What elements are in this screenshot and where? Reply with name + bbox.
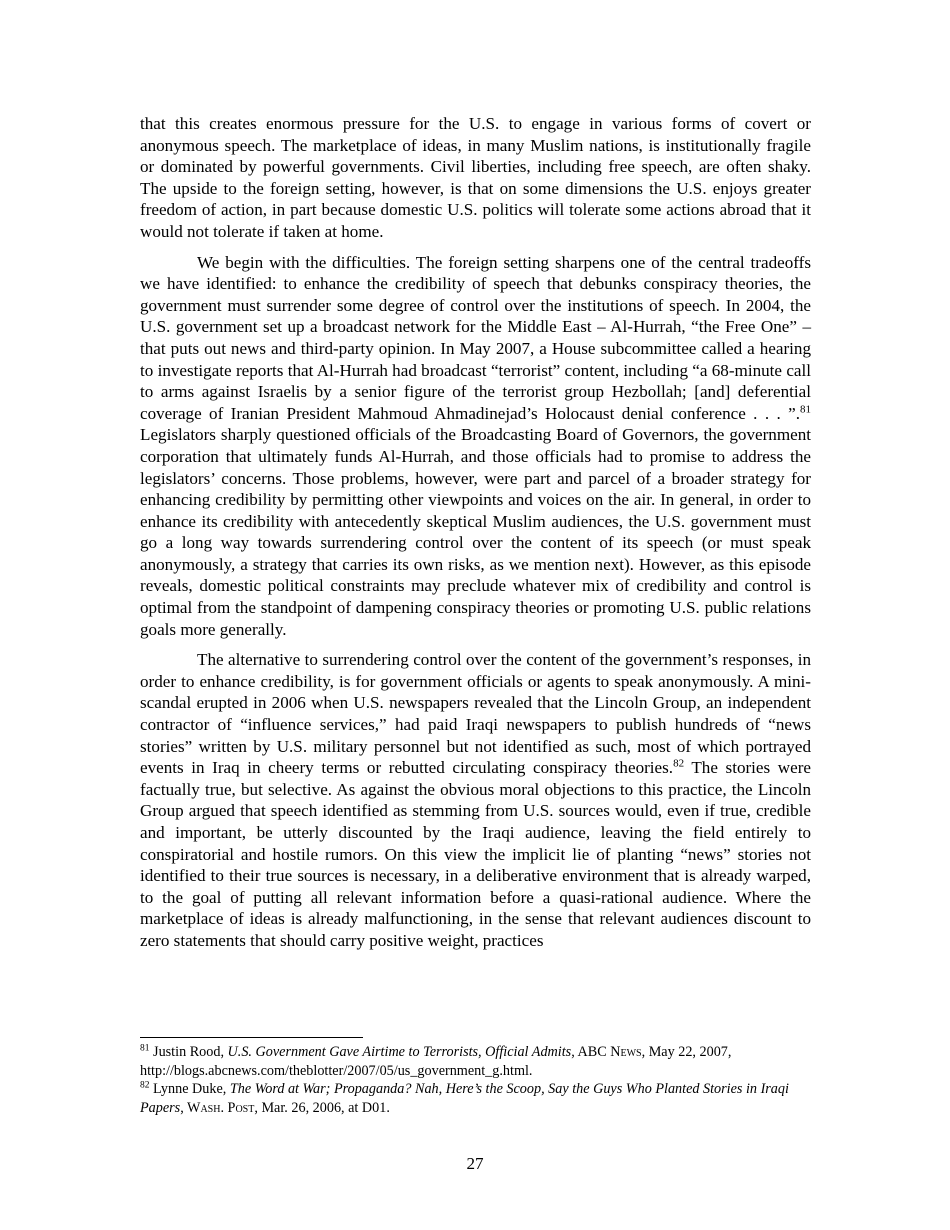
footnote-details: , May 22, 2007, http://blogs.abcnews.com/theblotter/2007/05/us_government_g.html. xyxy=(140,1044,732,1079)
footnote-ref-82[interactable]: 82 xyxy=(673,757,685,770)
footnote-publication-smallcaps-2: ost xyxy=(235,1099,255,1116)
footnote-81 xyxy=(140,1043,811,1080)
footnote-publication: , ABC N xyxy=(571,1044,621,1060)
page-body xyxy=(140,113,811,952)
paragraph-2-text-a: We begin with the difficulties. The foreign setting sharpens one of the central tradeoffs we have identified: to enhance the credibility of speech that debunks conspiracy theories, the government must surrender some degree of control over the institutions of speech. In 2004, the U.S. government set up a broadcast network for the Middle East – Al-Hurrah, “the Free One” – that puts out news and third-party opinion. In May 2007, a House subcommittee called a hearing to investigate reports that Al-Hurrah had broadcast “terrorist” content, including “a 68-minute call to arms against Israelis by a senior figure of the terrorist group Hezbollah; [and] deferential coverage of Iranian President Mahmoud Ahmadinejad’s Holocaust denial conference . . . ”. xyxy=(140,252,811,423)
paragraph-3-text-b: The stories were factually true, but selective. As against the obvious moral objections to this practice, the Lincoln Group argued that speech identified as stemming from U.S. sources would, even if true, credible and important, be utterly discounted by the Iraqi audience, leaving the field entirely to conspiratorial and hostile rumors. On this view the implicit lie of planting “news” stories not identified to their true sources is necessary, in a deliberative environment that is already warped, to the goal of putting all relevant information before a quasi-rational audience. Where the marketplace of ideas is already malfunctioning, in the sense that relevant audiences discount to zero statements that should carry positive weight, practices xyxy=(140,758,811,950)
page-number: 27 xyxy=(466,1154,484,1173)
footnote-divider xyxy=(140,1037,363,1038)
footnote-author: Justin Rood, xyxy=(149,1044,228,1060)
footnote-82 xyxy=(140,1080,811,1117)
paragraph-2 xyxy=(140,252,811,641)
footnote-author: Lynne Duke, xyxy=(149,1081,230,1098)
footnote-title: U.S. Government Gave Airtime to Terrorists, Official Admits xyxy=(227,1044,572,1060)
paragraph-1 xyxy=(140,113,811,243)
footnote-title: The Word at War; Propaganda? Nah, Here’s the Scoop, Say the Guys Who Planted Stories in Iraqi Papers xyxy=(140,1081,789,1116)
paragraph-3-text-a: The alternative to surrendering control over the content of the government’s responses, in order to enhance credibility, is for government officials or agents to speak anonymously. A mini-scandal erupted in 2006 when U.S. newspapers revealed that the Lincoln Group, an independent contractor of “influence services,” had paid Iraqi newspapers to publish hundreds of “news stories” written by U.S. military personnel but not identified as such, most of which portrayed events in Iraq in cheery terms or rebutted circulating conspiracy theories. xyxy=(140,650,811,778)
paragraph-3 xyxy=(140,649,811,951)
footnote-publication-smallcaps: ews xyxy=(620,1044,642,1060)
paragraph-1-text: that this creates enormous pressure for the U.S. to engage in various forms of covert or anonymous speech. The marketplace of ideas, in many Muslim nations, is institutionally fragile or dominated by powerful governments. Civil liberties, including free speech, are often shaky. The upside to the foreign setting, however, is that on some dimensions the U.S. enjoys greater freedom of action, in part because domestic U.S. politics will tolerate some actions abroad that it would not tolerate if taken at home. xyxy=(140,114,811,241)
paragraph-2-text-b: Legislators sharply questioned officials of the Broadcasting Board of Governors, the government corporation that ultimately funds Al-Hurrah, and those officials had to promise to address the legislators’ concerns. Those problems, however, were part and parcel of a broader strategy for enhancing credibility by permitting other viewpoints and voices on the air. In general, in order to enhance its credibility with antecedently skeptical Muslim audiences, the U.S. government must go a long way towards surrendering control over the content of its speech (or must speak anonymously, a strategy that carries its own risks, as we mention next). However, as this episode reveals, domestic political constraints may preclude whatever mix of credibility and control is optimal from the standpoint of dampening conspiracy theories or promoting U.S. public relations goals more generally. xyxy=(140,425,811,639)
footnote-ref-81[interactable]: 81 xyxy=(800,403,811,416)
footnote-publication-smallcaps: ash xyxy=(200,1099,221,1116)
footnote-number: 81 xyxy=(140,1043,150,1054)
footnote-details: , Mar. 26, 2006, at D01. xyxy=(254,1099,390,1116)
footnote-publication-mid: . P xyxy=(220,1099,236,1116)
footnote-number: 82 xyxy=(140,1080,150,1091)
footnote-publication: , W xyxy=(180,1099,201,1116)
footnotes xyxy=(140,1043,811,1117)
